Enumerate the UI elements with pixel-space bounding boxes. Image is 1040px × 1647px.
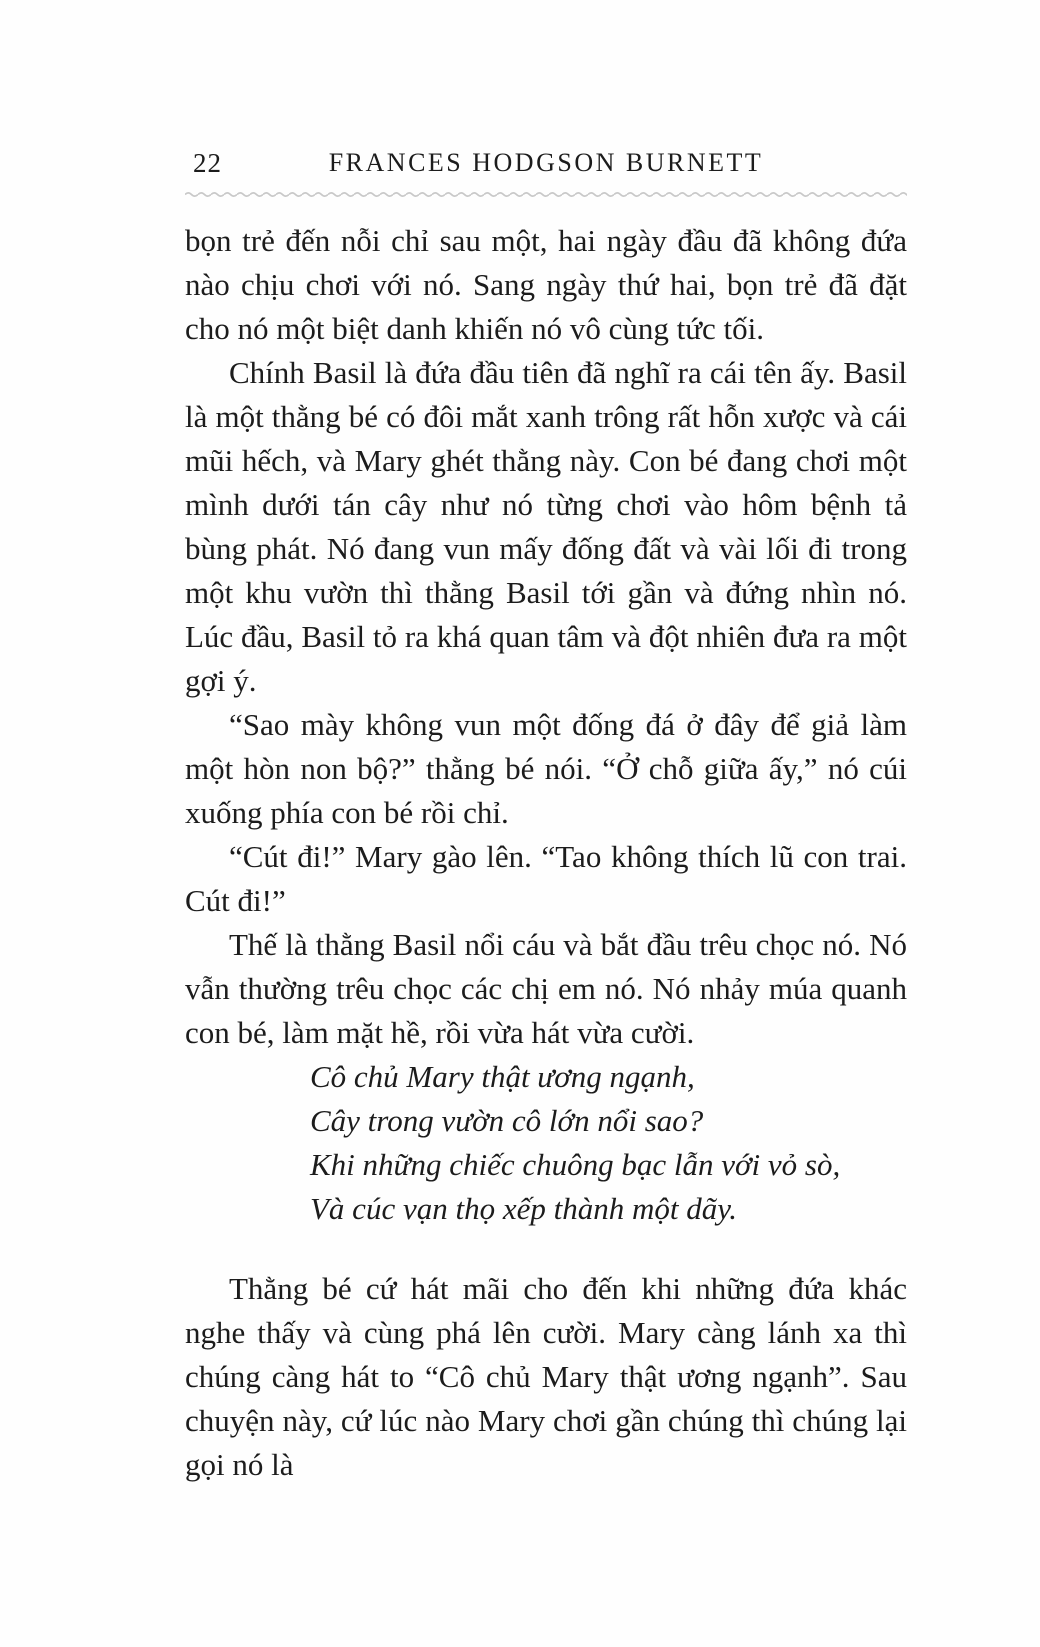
- page-number: 22: [193, 148, 222, 178]
- paragraph: Thằng bé cứ hát mãi cho đến khi những đứa khác nghe thấy và cùng phá lên cười. Mary càng lánh xa thì chúng càng hát to “Cô chủ Mary thật ương ngạnh”. Sau chuyện này, cứ lúc nào Mary chơi gần chúng thì chúng lại gọi nó là: [185, 1271, 907, 1482]
- page-body-text: [185, 219, 907, 1487]
- running-header-title: FRANCES HODGSON BURNETT: [328, 148, 764, 177]
- paragraph: “Cút đi!” Mary gào lên. “Tao không thích lũ con trai. Cút đi!”: [185, 839, 907, 918]
- running-header-row: [185, 144, 907, 182]
- verse-line: Cây trong vườn cô lớn nổi sao?: [310, 1103, 704, 1138]
- nursery-rhyme-verse: [310, 1055, 907, 1231]
- verse-line: Và cúc vạn thọ xếp thành một dãy.: [310, 1191, 738, 1226]
- paragraph: Chính Basil là đứa đầu tiên đã nghĩ ra cái tên ấy. Basil là một thằng bé có đôi mắt xanh trông rất hỗn xược và cái mũi hếch, và Mary ghét thằng này. Con bé đang chơi một mình dưới tán cây như nó từng chơi vào hôm bệnh tả bùng phát. Nó đang vun mấy đống đất và vài lối đi trong một khu vườn thì thằng Basil tới gần và đứng nhìn nó. Lúc đầu, Basil tỏ ra khá quan tâm và đột nhiên đưa ra một gợi ý.: [185, 355, 907, 698]
- paragraph: bọn trẻ đến nỗi chỉ sau một, hai ngày đầu đã không đứa nào chịu chơi với nó. Sang ngày thứ hai, bọn trẻ đã đặt cho nó một biệt danh khiến nó vô cùng tức tối.: [185, 223, 907, 346]
- text-block: [185, 144, 907, 1487]
- paragraph: Thế là thằng Basil nổi cáu và bắt đầu trêu chọc nó. Nó vẫn thường trêu chọc các chị em nó. Nó nhảy múa quanh con bé, làm mặt hề, rồi vừa hát vừa cười.: [185, 927, 907, 1050]
- verse-line: Khi những chiếc chuông bạc lẫn với vỏ sò,: [310, 1147, 841, 1182]
- wave-divider-ornament: [185, 190, 907, 199]
- verse-line: Cô chủ Mary thật ương ngạnh,: [310, 1059, 695, 1094]
- paragraph: “Sao mày không vun một đống đá ở đây để giả làm một hòn non bộ?” thằng bé nói. “Ở chỗ giữa ấy,” nó cúi xuống phía con bé rồi chỉ.: [185, 707, 907, 830]
